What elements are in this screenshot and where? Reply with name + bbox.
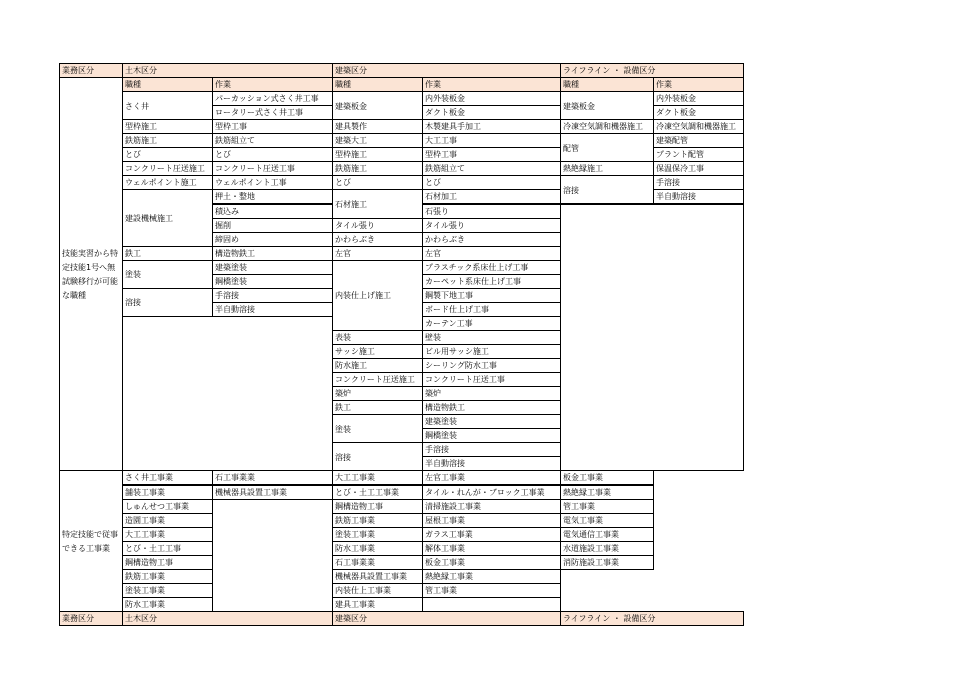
occupation-cell: 溶接	[560, 175, 654, 204]
occupation-cell: 建築大工	[332, 133, 423, 148]
work-cell: 構造物鉄工	[422, 400, 561, 415]
lifeline-category-header: ライフライン ・ 設備区分	[560, 63, 744, 78]
work-cell: 壁装	[422, 330, 561, 345]
work-cell: 内外装板金	[653, 91, 744, 106]
work-cell: 石張り	[422, 204, 561, 219]
trade-cell: 防水工事業	[122, 597, 213, 612]
work-cell: パーカッション式さく井工事	[212, 91, 333, 106]
occupation-cell: 溶接	[332, 442, 423, 471]
building-category-footer: 建築区分	[332, 611, 561, 626]
occupation-cell: 鉄筋施工	[332, 161, 423, 176]
occupation-cell: サッシ施工	[332, 344, 423, 359]
work-cell: とび	[422, 175, 561, 190]
trade-cell: 鋼構造物工事	[332, 499, 423, 514]
occupation-cell: 鉄筋施工	[122, 133, 213, 148]
work-cell: 内外装板金	[422, 91, 561, 106]
occupation-column-header: 職種	[122, 77, 213, 92]
work-cell: コンクリート圧送工事	[422, 372, 561, 387]
trade-empty-area	[212, 499, 333, 612]
work-cell: 型枠工事	[422, 147, 561, 162]
work-cell: 締固め	[212, 232, 333, 247]
trade-cell: タイル・れんが・ブロック工事業	[422, 485, 561, 500]
lifeline-empty-area	[560, 204, 744, 472]
occupation-cell: 配管	[560, 133, 654, 162]
trade-cell: さく井工事業	[122, 470, 213, 485]
work-cell: プラスチック系床仕上げ工事	[422, 260, 561, 275]
work-cell: かわらぶき	[422, 232, 561, 247]
trade-empty-area	[422, 597, 561, 612]
work-cell: 建築塗装	[422, 414, 561, 429]
trade-cell: 内装仕上工事業	[332, 583, 423, 598]
work-cell: ダクト板金	[653, 105, 744, 120]
work-cell: とび	[212, 147, 333, 162]
work-cell: 半自動溶接	[422, 456, 561, 471]
trade-cell: 鉄筋工事業	[122, 569, 213, 584]
occupation-cell: とび	[122, 147, 213, 162]
section-label-skill-transition: 技能実習から特定技能1号へ無試験移行が可能な職種	[59, 77, 123, 471]
occupation-column-header: 職種	[332, 77, 423, 92]
work-cell: プラント配管	[653, 147, 744, 162]
work-cell: 建築配管	[653, 133, 744, 148]
civil-category-footer: 土木区分	[122, 611, 333, 626]
work-cell: 半自動溶接	[653, 189, 744, 204]
trade-cell: 水道施設工事業	[560, 541, 654, 556]
occupation-cell: 建設機械施工	[122, 189, 213, 246]
work-cell: 掘削	[212, 218, 333, 233]
work-cell: 手溶接	[422, 442, 561, 457]
trade-cell: 塗装工事業	[332, 527, 423, 542]
trade-cell: 鉄筋工事業	[332, 513, 423, 528]
work-cell: タイル張り	[422, 218, 561, 233]
civil-category-header: 土木区分	[122, 63, 333, 78]
trade-cell: 電気工事業	[560, 513, 654, 528]
trade-cell: 鋼構造物工事	[122, 555, 213, 570]
section-label-construction-trades: 特定技能で従事できる工事業	[59, 470, 123, 612]
work-cell: ウェルポイント工事	[212, 175, 333, 190]
trade-cell: 清掃施設工事業	[422, 499, 561, 514]
occupation-cell: 建築板金	[560, 91, 654, 120]
trade-cell: とび・土工工事	[122, 541, 213, 556]
occupation-cell: コンクリート圧送施工	[332, 372, 423, 387]
trade-cell: 造園工事業	[122, 513, 213, 528]
occupation-cell: 熱絶縁施工	[560, 161, 654, 176]
trade-cell: 機械器具設置工事業	[332, 569, 423, 584]
trade-cell: 舗装工事業	[122, 485, 213, 500]
work-cell: 石材加工	[422, 189, 561, 204]
work-cell: コンクリート圧送工事	[212, 161, 333, 176]
work-cell: 型枠工事	[212, 119, 333, 134]
work-cell: 建築塗装	[212, 260, 333, 275]
occupation-cell: 建具製作	[332, 119, 423, 134]
trade-cell: 塗装工事業	[122, 583, 213, 598]
trade-cell: 左官工事業	[422, 470, 561, 485]
occupation-cell: 防水施工	[332, 358, 423, 373]
civil-empty-area	[122, 316, 333, 472]
trade-cell: ガラス工事業	[422, 527, 561, 542]
work-cell: 構造物鉄工	[212, 246, 333, 261]
occupation-cell: 鉄工	[332, 400, 423, 415]
occupation-cell: 表装	[332, 330, 423, 345]
trade-cell: 管工事業	[560, 499, 654, 514]
work-cell: 鋼製下地工事	[422, 288, 561, 303]
work-cell: ロータリー式さく井工事	[212, 105, 333, 120]
work-cell: 半自動溶接	[212, 302, 333, 317]
trade-cell: 熱絶縁工事業	[422, 569, 561, 584]
work-cell: ダクト板金	[422, 105, 561, 120]
occupation-cell: 型枠施工	[332, 147, 423, 162]
occupation-cell: 内装仕上げ施工	[332, 260, 423, 331]
work-cell: 鋼橋塗装	[212, 274, 333, 289]
trade-cell: 大工工事業	[122, 527, 213, 542]
occupation-cell: ウェルポイント施工	[122, 175, 213, 190]
building-category-header: 建築区分	[332, 63, 561, 78]
work-cell: 手溶接	[212, 288, 333, 303]
occupation-cell: 鉄工	[122, 246, 213, 261]
work-cell: 木製建具手加工	[422, 119, 561, 134]
lifeline-category-footer: ライフライン ・ 設備区分	[560, 611, 744, 626]
trade-cell: 解体工事業	[422, 541, 561, 556]
work-cell: 左官	[422, 246, 561, 261]
trade-cell: 石工事業業	[332, 555, 423, 570]
occupation-cell: とび	[332, 175, 423, 190]
work-cell: 鉄筋組立て	[422, 161, 561, 176]
work-cell: ボード仕上げ工事	[422, 302, 561, 317]
trade-cell: 石工事業業	[212, 470, 333, 485]
trade-cell: 板金工事業	[560, 470, 654, 485]
work-cell: シーリング防水工事	[422, 358, 561, 373]
trade-cell: 消防施設工事業	[560, 555, 654, 570]
work-cell: 鉄筋組立て	[212, 133, 333, 148]
trade-cell: 管工事業	[422, 583, 561, 598]
trade-cell: 電気通信工事業	[560, 527, 654, 542]
business-category-label-bottom: 業務区分	[59, 611, 123, 626]
trade-cell: 屋根工事業	[422, 513, 561, 528]
occupation-cell: 石材施工	[332, 189, 423, 218]
occupation-cell: 塗装	[332, 414, 423, 443]
work-cell: 積込み	[212, 204, 333, 219]
work-cell: 大工工事	[422, 133, 561, 148]
trade-cell: 建具工事業	[332, 597, 423, 612]
work-cell: 手溶接	[653, 175, 744, 190]
business-category-label: 業務区分	[59, 63, 123, 78]
trade-cell: しゅんせつ工事業	[122, 499, 213, 514]
work-cell: 冷凍空気調和機器施工	[653, 119, 744, 134]
work-column-header: 作業	[422, 77, 561, 92]
work-cell: カーテン工事	[422, 316, 561, 331]
trade-cell: とび・土工工事業	[332, 485, 423, 500]
trade-cell: 防水工事業	[332, 541, 423, 556]
occupation-cell: 溶接	[122, 288, 213, 317]
occupation-cell: 冷凍空気調和機器施工	[560, 119, 654, 134]
work-cell: 保温保冷工事	[653, 161, 744, 176]
work-cell: 押土・整地	[212, 189, 333, 204]
occupation-cell: 型枠施工	[122, 119, 213, 134]
occupation-cell: かわらぶき	[332, 232, 423, 247]
work-cell: 鋼橋塗装	[422, 428, 561, 443]
occupation-cell: 左官	[332, 246, 423, 261]
work-column-header: 作業	[653, 77, 744, 92]
occupation-cell: タイル張り	[332, 218, 423, 233]
work-column-header: 作業	[212, 77, 333, 92]
trade-cell: 板金工事業	[422, 555, 561, 570]
occupation-cell: 建築板金	[332, 91, 423, 120]
occupation-column-header: 職種	[560, 77, 654, 92]
trade-cell: 大工工事業	[332, 470, 423, 485]
occupation-cell: コンクリート圧送施工	[122, 161, 213, 176]
trade-cell: 機械器具設置工事業	[212, 485, 333, 500]
work-cell: ビル用サッシ施工	[422, 344, 561, 359]
occupation-cell: 塗装	[122, 260, 213, 289]
trade-cell: 熱絶縁工事業	[560, 485, 654, 500]
work-cell: カーペット系床仕上げ工事	[422, 274, 561, 289]
occupation-cell: さく井	[122, 91, 213, 120]
occupation-cell: 築炉	[332, 386, 423, 401]
work-cell: 築炉	[422, 386, 561, 401]
